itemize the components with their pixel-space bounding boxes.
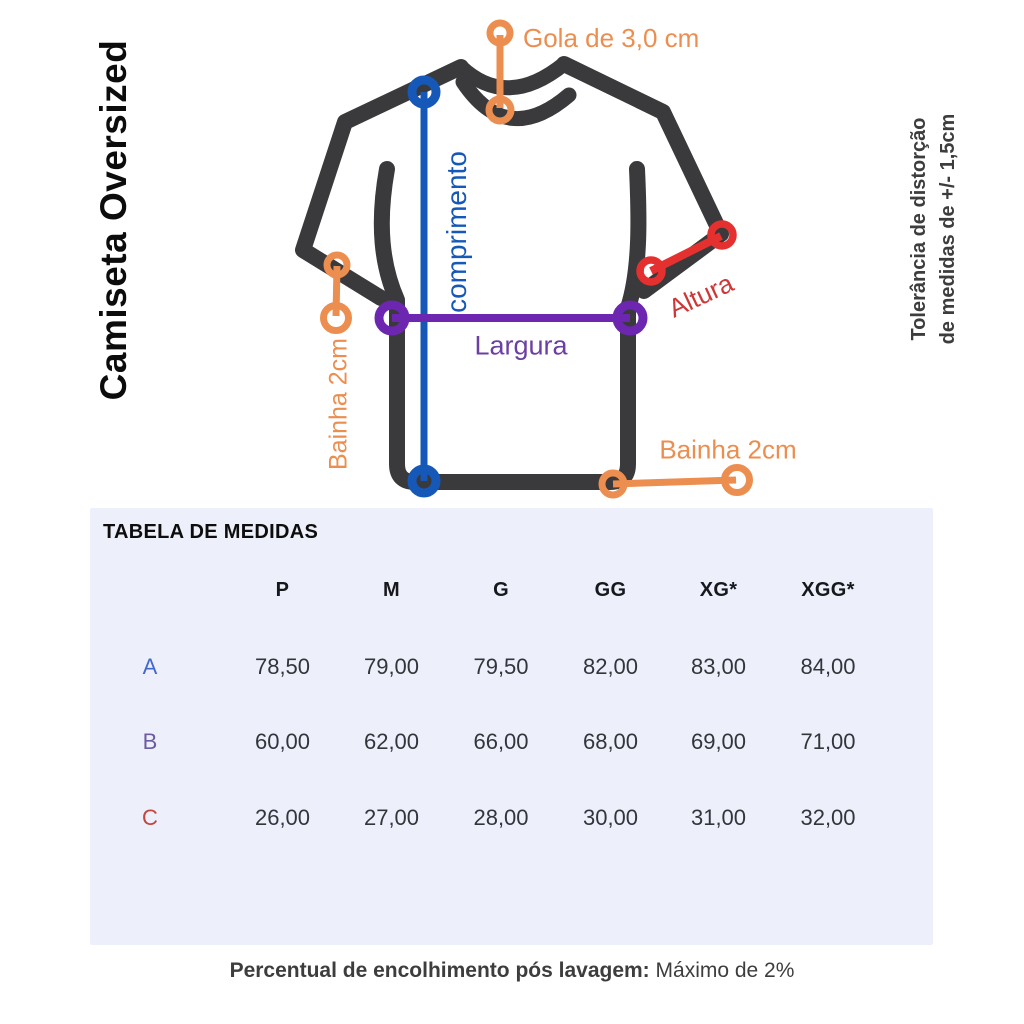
table-row-b	[98, 722, 884, 762]
value-cell: 66,00	[473, 729, 529, 754]
value-cell: 71,00	[800, 729, 856, 754]
row-label-c: C	[142, 805, 158, 830]
footer-note	[0, 959, 1024, 983]
value-cell: 32,00	[800, 805, 856, 830]
altura-label: Altura	[663, 267, 738, 324]
table-header-row	[98, 570, 884, 610]
value-cell: 79,00	[363, 654, 420, 679]
col-header-m: M	[383, 578, 400, 601]
value-cell: 28,00	[473, 805, 529, 830]
bainha-sleeve-label: Bainha 2cm	[324, 337, 353, 471]
gola-label: Gola de 3,0 cm	[523, 23, 700, 53]
footer-note-regular: Máximo de 2%	[649, 959, 795, 982]
value-cell: 83,00	[690, 654, 747, 679]
col-header-gg: GG	[594, 578, 627, 601]
comprimento-measure-line	[412, 80, 436, 493]
value-cell: 27,00	[363, 805, 420, 830]
table-title: TABELA DE MEDIDAS	[103, 521, 319, 543]
value-cell: 26,00	[254, 805, 311, 830]
tolerance-note-line2: de medidas de +/- 1,5cm	[937, 113, 959, 345]
largura-label: Largura	[474, 330, 568, 361]
value-cell: 82,00	[582, 654, 639, 679]
value-cell: 30,00	[582, 805, 639, 830]
value-cell: 79,50	[473, 654, 529, 679]
bainha-hem-label: Bainha 2cm	[659, 434, 797, 465]
col-header-xgg: XGG*	[801, 578, 855, 601]
value-cell: 78,50	[254, 654, 311, 679]
bainha-sleeve-measure-line	[324, 255, 349, 331]
comprimento-label: comprimento	[441, 151, 472, 313]
row-label-a: A	[142, 654, 158, 679]
value-cell: 84,00	[800, 654, 856, 679]
tolerance-note-line1: Tolerância de distorção	[908, 117, 930, 341]
col-header-p: P	[275, 578, 290, 601]
gola-measure-line	[489, 23, 511, 121]
value-cell: 69,00	[690, 729, 747, 754]
largura-measure-line	[379, 305, 643, 331]
value-cell: 60,00	[254, 729, 311, 754]
value-cell: 68,00	[582, 729, 639, 754]
table-row-a	[98, 647, 884, 687]
col-header-g: G	[493, 578, 509, 601]
product-title: Camiseta Oversized	[93, 39, 134, 401]
value-cell: 62,00	[363, 729, 420, 754]
size-table-panel	[90, 508, 933, 945]
value-cell: 31,00	[690, 805, 747, 830]
col-header-xg: XG*	[699, 578, 738, 601]
row-label-b: B	[142, 729, 158, 754]
footer-note-bold: Percentual de encolhimento pós lavagem:	[229, 959, 650, 982]
table-row-c	[98, 798, 884, 838]
